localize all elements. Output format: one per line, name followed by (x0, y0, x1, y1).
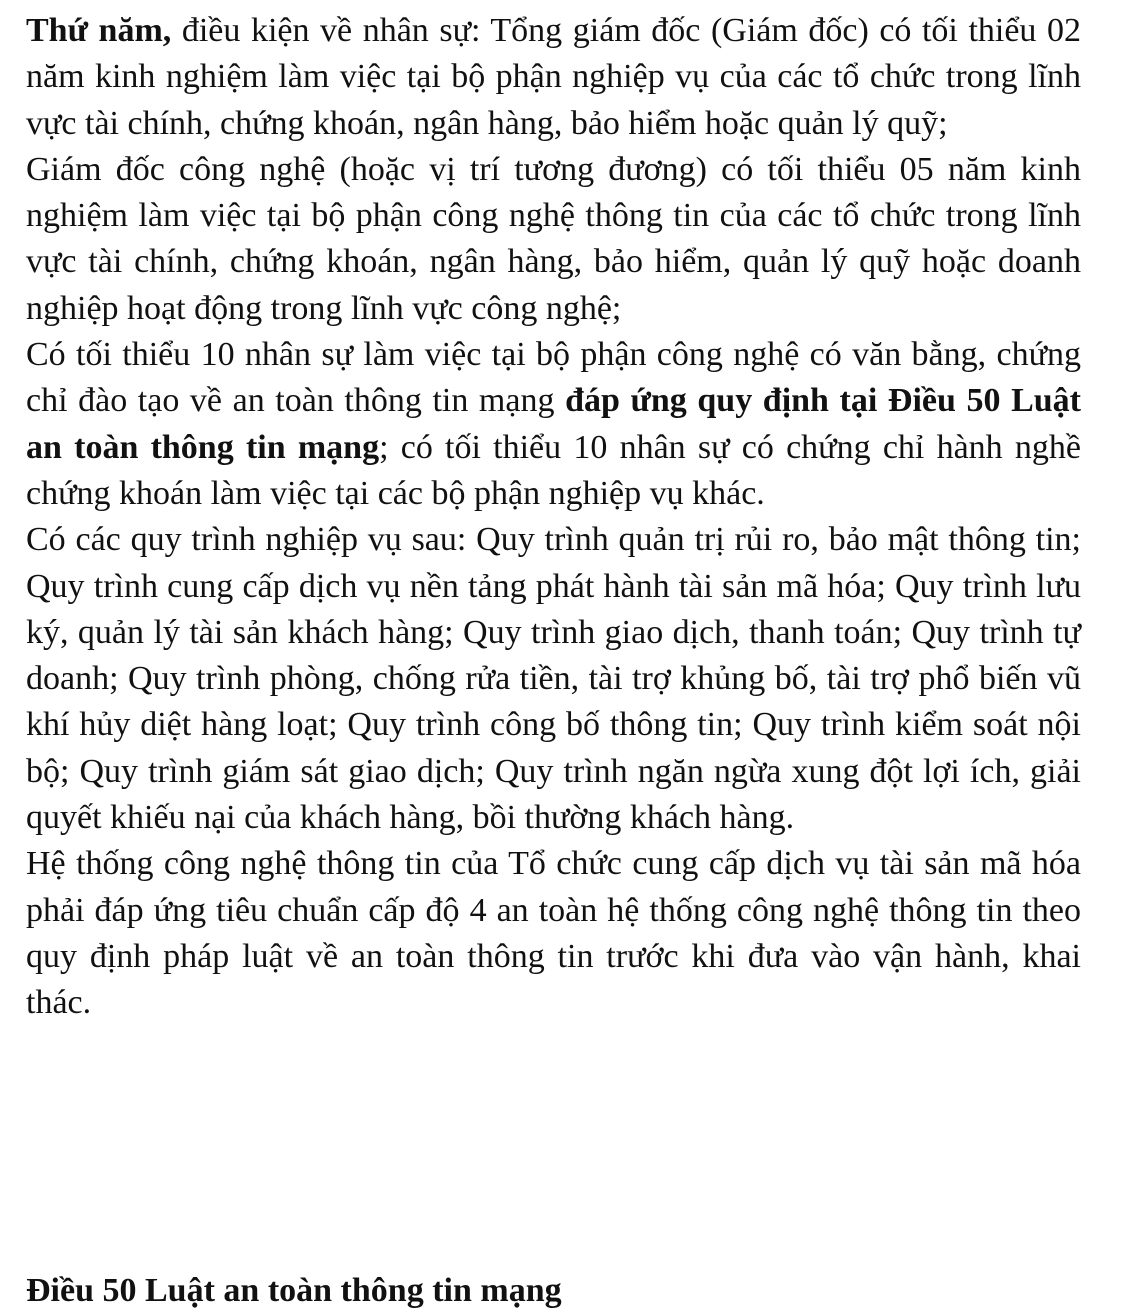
cut-off-heading: Điều 50 Luật an toàn thông tin mạng (26, 1272, 562, 1309)
paragraph-personnel-ceo (26, 8, 1081, 147)
paragraph-text: điều kiện về nhân sự: Tổng giám đốc (Giám đốc) có tối thiểu 02 năm kinh nghiệm làm việc tại bộ phận nghiệp vụ của các tổ chức trong lĩnh vực tài chính, chứng khoán, ngân hàng, bảo hiểm hoặc quản lý quỹ; (26, 12, 1081, 142)
paragraph-bold-reference: đáp ứng quy định tại Điều 50 Luật an toàn thông tin mạng (26, 382, 1081, 466)
paragraph-text: Giám đốc công nghệ (hoặc vị trí tương đương) có tối thiểu 05 năm kinh nghiệm làm việc tại bộ phận công nghệ thông tin của các tổ chức trong lĩnh vực tài chính, chứng khoán, ngân hàng, bảo hiểm, quản lý quỹ hoặc doanh nghiệp hoạt động trong lĩnh vực công nghệ; (26, 150, 1081, 327)
paragraph-processes (26, 517, 1081, 841)
paragraph-lead-bold: Thứ năm, (26, 12, 172, 49)
paragraph-security-staff (26, 332, 1081, 517)
document-body (26, 8, 1081, 1027)
paragraph-text: ; có tối thiểu 10 nhân sự có chứng chỉ hành nghề chứng khoán làm việc tại các bộ phận nghiệp vụ khác. (26, 428, 1081, 512)
paragraph-text: Hệ thống công nghệ thông tin của Tổ chức cung cấp dịch vụ tài sản mã hóa phải đáp ứng tiêu chuẩn cấp độ 4 an toàn hệ thống công nghệ thông tin theo quy định pháp luật về an toàn thông tin trước khi đưa vào vận hành, khai thác. (26, 845, 1081, 1022)
paragraph-cto (26, 147, 1081, 332)
paragraph-text: Có các quy trình nghiệp vụ sau: Quy trình quản trị rủi ro, bảo mật thông tin; Quy trình cung cấp dịch vụ nền tảng phát hành tài sản mã hóa; Quy trình lưu ký, quản lý tài sản khách hàng; Quy trình giao dịch, thanh toán; Quy trình tự doanh; Quy trình phòng, chống rửa tiền, tài trợ khủng bố, tài trợ phổ biến vũ khí hủy diệt hàng loạt; Quy trình công bố thông tin; Quy trình kiểm soát nội bộ; Quy trình giám sát giao dịch; Quy trình ngăn ngừa xung đột lợi ích, giải quyết khiếu nại của khách hàng, bồi thường khách hàng. (26, 521, 1081, 837)
paragraph-text: Có tối thiểu 10 nhân sự làm việc tại bộ phận công nghệ có văn bằng, chứng chỉ đào tạo về an toàn thông tin mạng (26, 336, 1081, 420)
paragraph-it-system (26, 841, 1081, 1026)
